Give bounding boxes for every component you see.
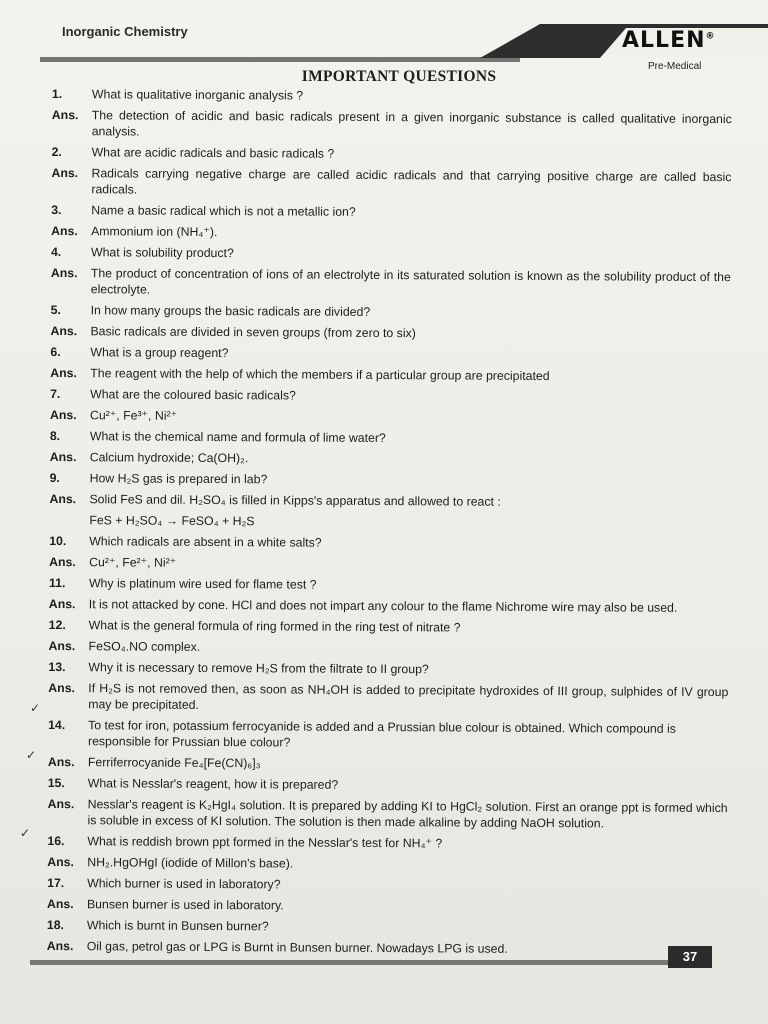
answer-item	[50, 449, 730, 469]
question-number: 5.	[50, 302, 61, 318]
answer-item	[50, 323, 730, 343]
question-text: Name a basic radical which is not a metallic ion?	[91, 203, 356, 219]
answer-item	[52, 107, 732, 143]
question-number: 3.	[51, 202, 62, 218]
question-item	[50, 344, 730, 364]
question-number: 12.	[48, 617, 66, 633]
question-number: 9.	[49, 470, 60, 486]
question-item	[49, 533, 729, 553]
answer-label: Ans.	[46, 896, 74, 912]
answer-text: Calcium hydroxide; Ca(OH)₂.	[89, 450, 249, 466]
answer-item	[49, 491, 729, 511]
question-text: What are the coloured basic radicals?	[90, 387, 296, 403]
answer-text: It is not attacked by cone. HCl and does not impart any colour to the flame Nichrome wire may also be used.	[88, 597, 678, 615]
answer-text: Solid FeS and dil. H₂SO₄ is filled in Kipps's apparatus and allowed to react :	[89, 492, 501, 509]
question-number: 2.	[51, 144, 62, 160]
answer-text: Oil gas, petrol gas or LPG is Burnt in Bunsen burner. Nowadays LPG is used.	[86, 939, 508, 956]
brand-name: ALLEN	[622, 28, 706, 53]
answer-item	[47, 854, 727, 874]
answer-text: The detection of acidic and basic radicals present in a given inorganic substance is called qualitative inorganic analysis.	[91, 108, 732, 139]
answer-item	[48, 680, 728, 716]
question-item	[51, 244, 731, 264]
answer-text: Cu²⁺, Fe³⁺, Ni²⁺	[89, 408, 178, 423]
question-item	[50, 428, 730, 448]
answer-label: Ans.	[49, 491, 77, 507]
answer-item	[50, 407, 730, 427]
question-text: What is Nesslar's reagent, how it is prepared?	[87, 776, 339, 792]
page-number: 37	[668, 946, 712, 968]
question-item	[51, 202, 731, 222]
question-text: Which is burnt in Bunsen burner?	[86, 918, 269, 934]
question-number: 4.	[50, 244, 62, 260]
question-item	[48, 775, 728, 795]
question-text: What is a group reagent?	[90, 345, 229, 361]
question-text: What is qualitative inorganic analysis ?	[91, 87, 304, 103]
question-number: 1.	[51, 86, 63, 102]
question-number: 6.	[50, 344, 61, 360]
answer-text: If H₂S is not removed then, as soon as NH₄OH is added to precipitate hydroxides of III group, sulphides of IV group may be precipitated.	[88, 681, 729, 712]
question-number: 13.	[48, 659, 66, 675]
answer-label: Ans.	[51, 223, 78, 239]
handwritten-mark: ✓	[20, 826, 31, 840]
answer-text: Ammonium ion (NH₄⁺).	[91, 224, 218, 240]
question-item	[49, 617, 729, 637]
answer-item	[47, 796, 727, 832]
question-item	[47, 917, 727, 937]
answer-item	[51, 223, 731, 243]
question-text: What is the chemical name and formula of lime water?	[89, 429, 386, 446]
question-answer-list	[47, 86, 732, 963]
question-text: What is the general formula of ring formed in the ring test of nitrate ?	[88, 618, 461, 635]
question-item	[51, 302, 731, 322]
question-text: What is reddish brown ppt formed in the Nesslar's test for NH₄⁺ ?	[87, 834, 443, 851]
answer-text: Radicals carrying negative charge are called acidic radicals and that carrying positive charge are called basic radicals.	[91, 166, 732, 197]
question-text: Which burner is used in laboratory?	[87, 876, 281, 892]
question-item	[48, 659, 728, 679]
answer-text: FeSO₄.NO complex.	[88, 639, 201, 654]
question-item	[50, 470, 730, 490]
question-text: What is solubility product?	[90, 245, 234, 261]
question-number: 15.	[47, 775, 65, 791]
answer-label: Ans.	[48, 638, 76, 654]
question-text: Why is platinum wire used for flame test ?	[88, 576, 317, 592]
answer-text: Ferriferrocyanide Fe₄[Fe(CN)₆]₃	[87, 755, 261, 771]
question-item	[50, 386, 730, 406]
answer-label: Ans.	[46, 938, 74, 954]
handwritten-mark: ✓	[26, 748, 37, 762]
brand-logo	[622, 28, 716, 53]
question-number: 14.	[48, 717, 66, 733]
question-item	[49, 575, 729, 595]
question-item	[47, 833, 727, 853]
answer-label: Ans.	[47, 796, 75, 812]
answer-label: Ans.	[49, 554, 76, 570]
question-number: 8.	[49, 428, 61, 444]
question-item	[52, 144, 732, 164]
answer-item	[48, 754, 728, 774]
question-number: 18.	[46, 917, 65, 933]
answer-item	[47, 938, 727, 958]
question-item	[52, 86, 732, 106]
brand-tagline: Pre-Medical	[648, 61, 702, 72]
answer-label: Ans.	[50, 323, 78, 339]
question-text: In how many groups the basic radicals are divided?	[90, 303, 371, 319]
answer-text: Bunsen burner is used in laboratory.	[86, 897, 284, 913]
answer-item	[50, 365, 730, 385]
answer-text: The product of concentration of ions of an electrolyte in its saturated solution is known as the solubility product of the electrolyte.	[90, 266, 731, 297]
page-heading: IMPORTANT QUESTIONS	[301, 68, 497, 85]
answer-text: Basic radicals are divided in seven groups (from zero to six)	[90, 324, 416, 341]
answer-label: Ans.	[48, 596, 76, 612]
question-number: 17.	[47, 875, 65, 891]
question-number: 10.	[49, 533, 67, 549]
question-text: Why it is necessary to remove H₂S from the filtrate to II group?	[88, 660, 429, 677]
question-text: What are acidic radicals and basic radicals ?	[91, 145, 335, 161]
answer-item	[47, 896, 727, 916]
answer-label: Ans.	[47, 754, 75, 770]
footer-rule	[30, 960, 670, 965]
registered-mark: ®	[705, 31, 716, 42]
answer-label: Ans.	[49, 449, 77, 465]
answer-label: Ans.	[51, 165, 79, 181]
chemical-equation: FeS + H₂SO₄ → FeSO₄ + H₂S	[89, 513, 255, 529]
header-rule	[40, 57, 520, 62]
answer-text: NH₂.HgOHgI (iodide of Millon's base).	[87, 855, 294, 871]
answer-label: Ans.	[50, 365, 77, 381]
question-text: How H₂S gas is prepared in lab?	[89, 471, 268, 487]
answer-text: Nesslar's reagent is K₂HgI₄ solution. It is prepared by adding KI to HgCl₂ solution. First an orange ppt is formed which is soluble in excess of KI solution. The solution is then made alkaline by adding NaOH solution.	[87, 797, 728, 831]
answer-item	[49, 596, 729, 616]
answer-item	[51, 165, 731, 201]
subject-title: Inorganic Chemistry	[62, 24, 188, 39]
answer-item	[49, 638, 729, 658]
answer-text: The reagent with the help of which the members if a particular group are precipitated	[90, 366, 550, 384]
question-item	[47, 875, 727, 895]
question-number: 11.	[48, 575, 66, 591]
answer-label: Ans.	[48, 680, 76, 696]
answer-item	[49, 554, 729, 574]
question-number: 16.	[47, 833, 65, 849]
question-item	[48, 717, 728, 753]
question-text: To test for iron, potassium ferrocyanide is added and a Prussian blue colour is obtained. Which compound is responsible for Prussian blue colour?	[87, 718, 676, 750]
handwritten-mark: ✓	[30, 701, 41, 715]
answer-text: Cu²⁺, Fe²⁺, Ni²⁺	[89, 555, 177, 570]
answer-label: Ans.	[51, 107, 79, 123]
answer-item	[51, 265, 731, 301]
answer-label: Ans.	[49, 407, 77, 423]
question-number: 7.	[50, 386, 61, 402]
answer-label: Ans.	[50, 265, 78, 281]
answer-label: Ans.	[47, 854, 74, 870]
question-text: Which radicals are absent in a white salts?	[89, 534, 322, 550]
